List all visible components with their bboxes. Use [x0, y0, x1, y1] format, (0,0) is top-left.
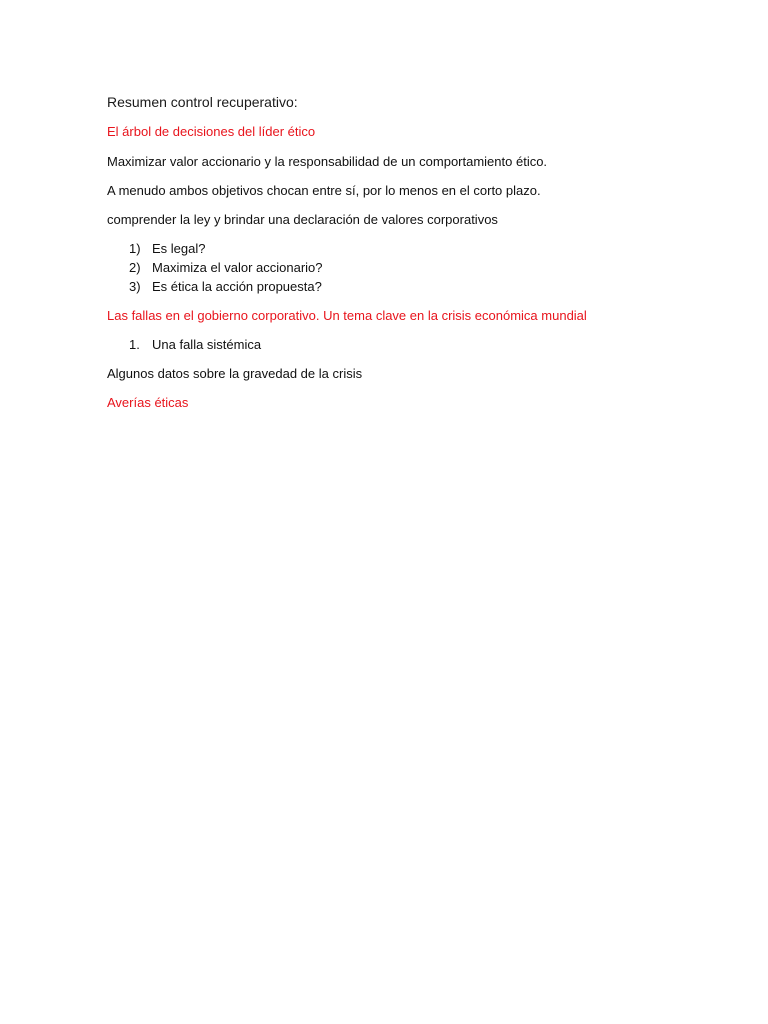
- list-number: 1): [129, 241, 141, 256]
- list-text: Es ética la acción propuesta?: [152, 279, 322, 294]
- paragraph-objectives-clash: A menudo ambos objetivos chocan entre sí, por lo menos en el corto plazo.: [107, 183, 541, 198]
- list-item: [129, 260, 323, 276]
- section-heading-decision-tree: El árbol de decisiones del líder ético: [107, 124, 316, 139]
- list-item: [129, 241, 205, 257]
- list-number: 1.: [129, 337, 140, 352]
- list-text: Maximiza el valor accionario?: [152, 260, 323, 275]
- paragraph-crisis-data: Algunos datos sobre la gravedad de la crisis: [107, 366, 363, 381]
- list-item: [129, 279, 322, 295]
- list-item: [129, 337, 261, 353]
- section-heading-corporate-governance: Las fallas en el gobierno corporativo. Un tema clave en la crisis económica mundial: [107, 308, 587, 323]
- list-number: 2): [129, 260, 141, 275]
- list-number: 3): [129, 279, 141, 294]
- paragraph-understand-law: comprender la ley y brindar una declaración de valores corporativos: [107, 212, 498, 227]
- list-text: Es legal?: [152, 241, 206, 256]
- paragraph-maximize-value: Maximizar valor accionario y la responsabilidad de un comportamiento ético.: [107, 154, 548, 169]
- list-text: Una falla sistémica: [152, 337, 262, 352]
- section-heading-ethical-failures: Averías éticas: [107, 395, 189, 410]
- document-title: Resumen control recuperativo:: [107, 94, 298, 110]
